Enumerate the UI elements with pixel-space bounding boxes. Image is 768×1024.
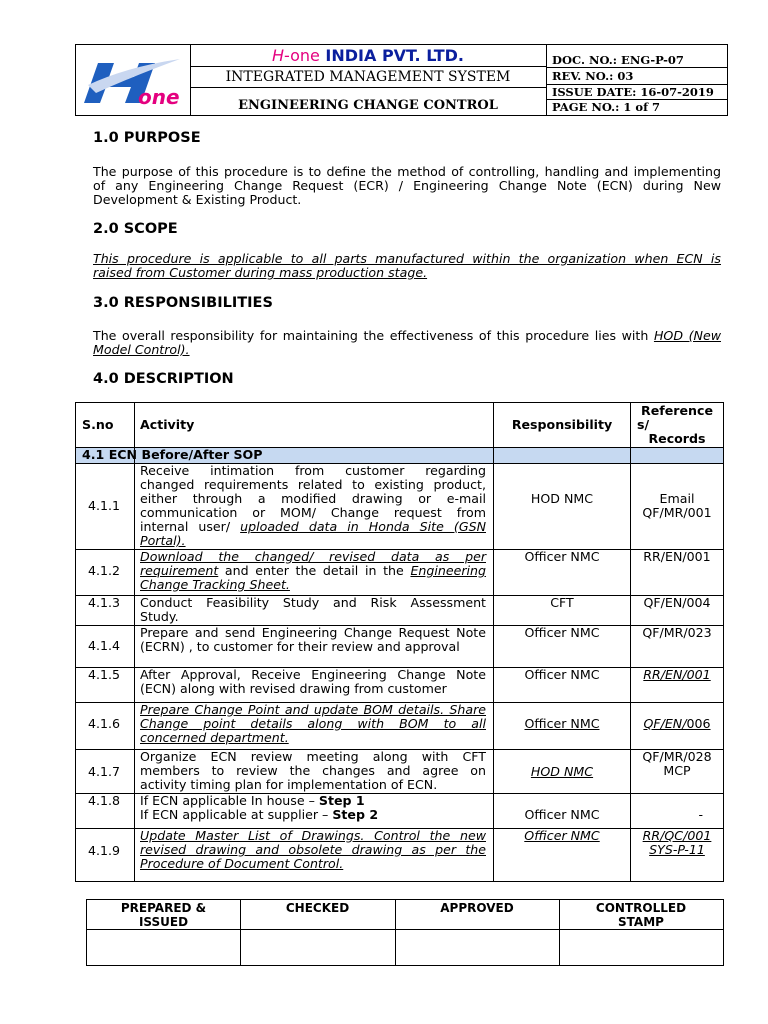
scope-line: This procedure is applicable to all parts manufactured within the organization when ECN is	[93, 251, 721, 266]
activity-line: Prepare Change Point and update BOM details. Share	[140, 702, 486, 717]
scope-text	[93, 252, 721, 280]
row-sno: 4.1.6	[88, 716, 121, 731]
row-records: QF/EN/004	[643, 595, 711, 610]
issue-date: ISSUE DATE: 16-07-2019	[552, 85, 714, 99]
hod-link-cont[interactable]: Model Control).	[93, 342, 190, 357]
document-header	[75, 44, 728, 116]
col-header-responsibility: Responsibility	[511, 417, 613, 432]
activity-line: internal user/	[140, 519, 241, 534]
company-prefix-h: H	[271, 46, 284, 65]
row-responsibility[interactable]: HOD NMC	[530, 764, 594, 779]
hone-logo	[76, 45, 190, 115]
record-value: QF/MR/028	[642, 749, 712, 764]
header-title-block	[190, 45, 547, 115]
activity-line: (ECRN) , to customer for their review and approval	[140, 639, 460, 654]
tracking-sheet-link-cont[interactable]: Change Tracking Sheet.	[140, 577, 290, 592]
purpose-line: of any Engineering Change Request (ECR) / Engineering Change Note (ECN) during New	[93, 178, 721, 193]
download-link[interactable]: Download the changed/ revised data as per	[140, 549, 486, 564]
signoff-table	[86, 899, 724, 966]
gsn-portal-link[interactable]: uploaded data in Honda Site (GSN	[240, 519, 486, 534]
activity-line: changed requirements related to existing product,	[140, 477, 486, 492]
activity-line: communication or MOM/ Change request from	[140, 505, 486, 520]
download-link-cont[interactable]: requirement	[140, 563, 219, 578]
row-activity	[140, 750, 486, 792]
row-responsibility: Officer NMC	[524, 667, 600, 682]
row-sno: 4.1.7	[88, 764, 121, 779]
activity-line: (ECN) along with revised drawing from customer	[140, 681, 447, 696]
row-records[interactable]	[631, 829, 723, 857]
row-records: RR/EN/001	[643, 549, 711, 564]
gsn-portal-link-cont[interactable]: Portal).	[140, 533, 186, 548]
row-activity	[140, 794, 486, 822]
description-heading: 4.0 DESCRIPTION	[93, 371, 234, 387]
activity-line: Study.	[140, 609, 179, 624]
activity-line: Change point details along with BOM to all	[140, 716, 486, 731]
activity-line: Prepare and send Engineering Change Request Note	[140, 625, 486, 640]
purpose-line: Development & Existing Product.	[93, 192, 302, 207]
activity-line: and enter the detail in the	[218, 563, 411, 578]
signoff-label: PREPARED &	[120, 901, 207, 915]
logo-text: one	[138, 85, 180, 109]
activity-line: activity timing plan for implementation of ECN.	[140, 777, 438, 792]
row-activity	[140, 626, 486, 654]
revision-number: REV. NO.: 03	[552, 69, 634, 83]
row-activity	[140, 668, 486, 696]
activity-line: Procedure of Document Control.	[140, 856, 344, 871]
row-sno: 4.1.3	[88, 595, 121, 610]
activity-line: Update Master List of Drawings. Control the new	[140, 828, 486, 843]
row-records: QF/MR/023	[642, 625, 712, 640]
signoff-checked: CHECKED	[285, 901, 350, 915]
record-value: Email	[659, 491, 695, 506]
activity-line: Receive intimation from customer regarding	[140, 463, 486, 478]
records-header-line: Records	[648, 431, 706, 446]
purpose-line: The purpose of this procedure is to define the method of controlling, handling and implementing	[93, 164, 721, 179]
description-table	[75, 402, 724, 882]
record-link[interactable]: RR/EN/001	[643, 667, 711, 682]
signoff-approved: APPROVED	[440, 901, 514, 915]
responsibilities-line: The overall responsibility for maintaining the effectiveness of this procedure lies with	[93, 328, 654, 343]
row-sno: 4.1.1	[88, 498, 121, 513]
row-activity[interactable]	[140, 829, 486, 871]
page-number: PAGE NO.: 1 of 7	[552, 100, 661, 114]
scope-line: raised from Customer during mass production stage.	[93, 265, 428, 280]
col-header-records	[631, 404, 723, 446]
row-responsibility: Officer NMC	[524, 625, 600, 640]
row-responsibility: CFT	[550, 595, 574, 610]
row-records[interactable]	[631, 717, 723, 731]
row-sno: 4.1.4	[88, 638, 121, 653]
record-value: MCP	[663, 763, 691, 778]
document-title: ENGINEERING CHANGE CONTROL	[238, 98, 498, 113]
responsibilities-heading: 3.0 RESPONSIBILITIES	[93, 295, 273, 311]
company-suffix: INDIA PVT. LTD.	[319, 46, 465, 65]
row-responsibility: Officer NMC	[524, 549, 600, 564]
row-activity[interactable]	[140, 703, 486, 745]
records-header-line: s/	[637, 417, 650, 432]
doc-number: DOC. NO.: ENG-P-07	[552, 53, 684, 67]
row-sno: 4.1.8	[88, 793, 121, 808]
activity-line: members to review the changes and agree on	[140, 763, 486, 778]
row-records	[631, 808, 723, 822]
activity-line: revised drawing and obsolete drawing as per the	[140, 842, 486, 857]
row-records	[631, 492, 723, 520]
row-responsibility: Officer NMC	[524, 807, 600, 822]
signoff-label: CONTROLLED	[595, 901, 687, 915]
signoff-label: ISSUED	[138, 915, 189, 929]
activity-line: After Approval, Receive Engineering Change Note	[140, 667, 486, 682]
row-responsibility: HOD NMC	[530, 491, 594, 506]
row-sno: 4.1.5	[88, 667, 121, 682]
record-link[interactable]: QF/EN/	[643, 716, 687, 731]
management-system-label: INTEGRATED MANAGEMENT SYSTEM	[225, 69, 511, 85]
signoff-label: STAMP	[618, 915, 664, 929]
col-header-activity: Activity	[140, 417, 195, 432]
record-link-cont[interactable]: 006	[686, 716, 711, 731]
row-activity	[140, 550, 486, 592]
row-sno: 4.1.2	[88, 563, 121, 578]
row-responsibility[interactable]: Officer NMC	[524, 716, 600, 731]
row-sno: 4.1.9	[88, 843, 121, 858]
col-header-sno: S.no	[82, 417, 114, 432]
record-value: -	[698, 807, 703, 822]
activity-line: If ECN applicable In house –	[140, 793, 319, 808]
responsibilities-text	[93, 329, 721, 357]
activity-line: either through a modified drawing or e-mail	[140, 491, 486, 506]
purpose-text	[93, 165, 721, 207]
hod-link[interactable]: HOD (New	[653, 328, 721, 343]
activity-line: Conduct Feasibility Study and Risk Assessment	[140, 595, 486, 610]
record-link[interactable]: SYS-P-11	[649, 842, 705, 857]
records-header-line: Reference	[641, 403, 713, 418]
row-responsibility[interactable]: Officer NMC	[524, 828, 600, 843]
row-activity	[140, 596, 486, 624]
activity-line: If ECN applicable at supplier –	[140, 807, 333, 822]
company-name	[190, 45, 546, 67]
record-link[interactable]: RR/QC/001	[642, 828, 712, 843]
scope-heading: 2.0 SCOPE	[93, 221, 178, 237]
row-activity	[140, 464, 486, 548]
signoff-stamp	[559, 901, 723, 929]
logo-cell	[76, 45, 191, 115]
section-title: 4.1 ECN Before/After SOP	[82, 447, 263, 462]
company-prefix-one: -one	[284, 46, 320, 65]
signoff-prepared	[87, 901, 240, 929]
activity-line: Organize ECN review meeting along with CFT	[140, 749, 486, 764]
record-value: QF/MR/001	[642, 505, 712, 520]
row-records	[631, 750, 723, 778]
document-control-block	[546, 45, 727, 115]
tracking-sheet-link[interactable]: Engineering	[410, 563, 486, 578]
step-label: Step 2	[332, 807, 379, 822]
purpose-heading: 1.0 PURPOSE	[93, 130, 201, 146]
activity-line: concerned department.	[140, 730, 289, 745]
step-label: Step 1	[318, 793, 365, 808]
